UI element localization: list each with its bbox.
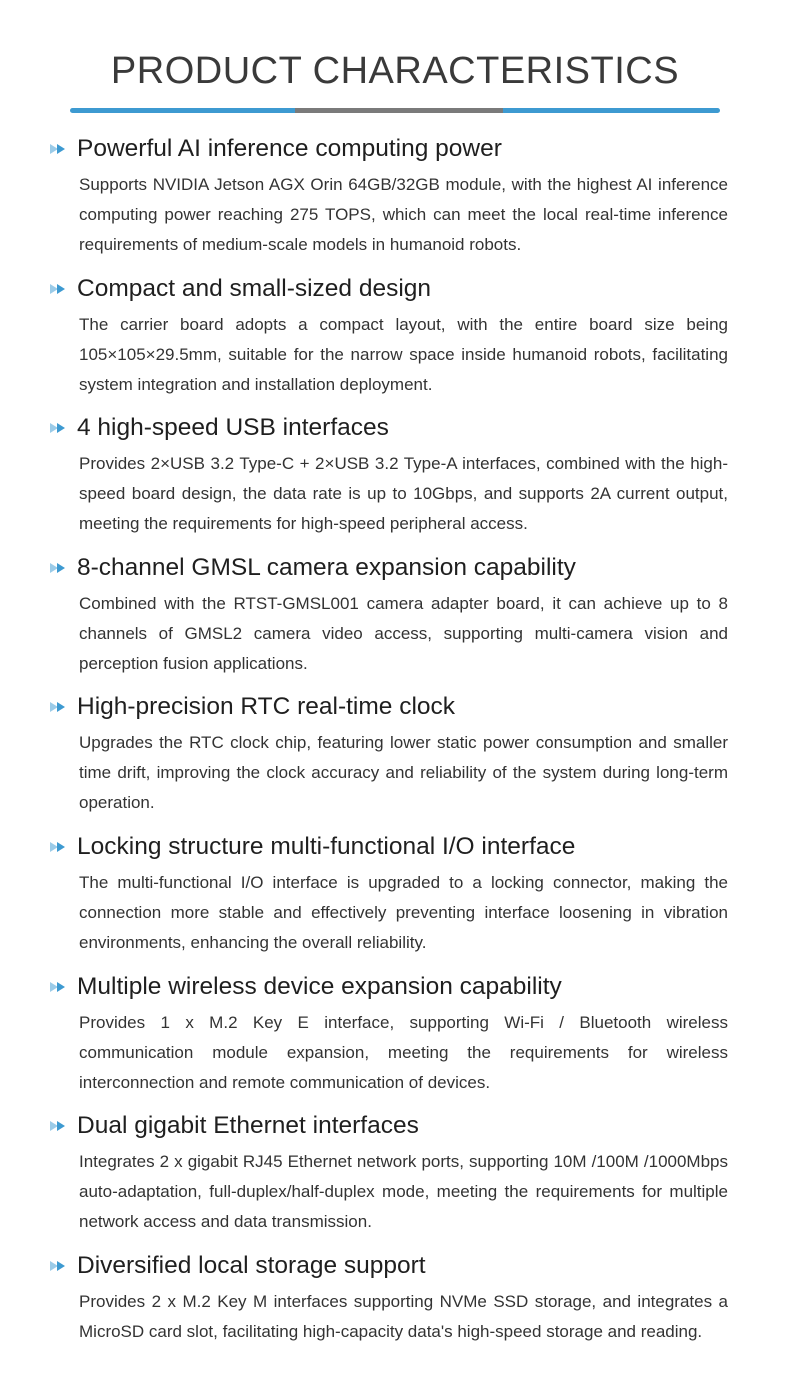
page-title: PRODUCT CHARACTERISTICS [110, 50, 680, 92]
feature-heading [48, 1249, 426, 1283]
double-triangle-arrow-icon [48, 421, 68, 435]
feature-item [0, 968, 790, 1108]
feature-item [0, 688, 790, 828]
feature-heading [48, 272, 431, 306]
feature-title: Locking structure multi-functional I/O interface [77, 832, 576, 860]
feature-item [0, 1107, 790, 1247]
feature-heading [48, 690, 455, 724]
feature-list [0, 130, 790, 1386]
feature-description: Provides 1 x M.2 Key E interface, supporting Wi-Fi / Bluetooth wireless communication module expansion, meeting the requirements for wireless interconnection and remote communication of devices. [79, 1012, 728, 1092]
feature-item [0, 130, 790, 270]
feature-heading [48, 132, 502, 166]
title-underline [70, 108, 720, 113]
double-triangle-arrow-icon [48, 282, 68, 296]
feature-title: 8-channel GMSL camera expansion capability [77, 553, 576, 581]
double-triangle-arrow-icon [48, 700, 68, 714]
feature-description: Provides 2×USB 3.2 Type-C + 2×USB 3.2 Type-A interfaces, combined with the high-speed board design, the data rate is up to 10Gbps, and supports 2A current output, meeting the requirements for high-speed peripheral access. [79, 454, 728, 534]
double-triangle-arrow-icon [48, 840, 68, 854]
feature-title: Compact and small-sized design [77, 274, 432, 302]
feature-title: Multiple wireless device expansion capability [77, 972, 562, 1000]
underline-gray-center [295, 108, 503, 113]
double-triangle-arrow-icon [48, 142, 68, 156]
underline-blue-left [70, 108, 295, 113]
feature-item [0, 1247, 790, 1386]
feature-description: Supports NVIDIA Jetson AGX Orin 64GB/32GB module, with the highest AI inference computing power reaching 275 TOPS, which can meet the local real-time inference requirements of medium-scale models in humanoid robots. [79, 175, 728, 254]
double-triangle-arrow-icon [48, 1119, 68, 1133]
feature-description: Integrates 2 x gigabit RJ45 Ethernet network ports, supporting 10M /100M /1000Mbps auto-adaptation, full-duplex/half-duplex mode, meeting the requirements for multiple network access and data transmission. [79, 1152, 728, 1232]
feature-description: Combined with the RTST-GMSL001 camera adapter board, it can achieve up to 8 channels of GMSL2 camera video access, supporting multi-camera vision and perception fusion applications. [79, 593, 728, 673]
feature-item [0, 828, 790, 968]
double-triangle-arrow-icon [48, 561, 68, 575]
feature-item [0, 409, 790, 549]
feature-heading [48, 411, 389, 445]
feature-item [0, 270, 790, 410]
feature-description: Provides 2 x M.2 Key M interfaces supporting NVMe SSD storage, and integrates a MicroSD card slot, facilitating high-capacity data's high-speed storage and reading. [79, 1291, 728, 1341]
double-triangle-arrow-icon [48, 980, 68, 994]
feature-heading [48, 970, 562, 1004]
feature-title: Dual gigabit Ethernet interfaces [77, 1112, 419, 1140]
feature-heading [48, 1109, 419, 1143]
feature-title: Powerful AI inference computing power [77, 135, 502, 162]
feature-title: High-precision RTC real-time clock [77, 693, 456, 721]
feature-title: Diversified local storage support [77, 1251, 426, 1279]
underline-blue-right [503, 108, 720, 113]
double-triangle-arrow-icon [48, 1259, 68, 1273]
feature-title: 4 high-speed USB interfaces [77, 414, 389, 442]
feature-heading [48, 551, 576, 585]
feature-item [0, 549, 790, 689]
feature-description: The carrier board adopts a compact layout, with the entire board size being 105×105×29.5mm, suitable for the narrow space inside humanoid robots, facilitating system integration and installation deployment. [79, 314, 728, 394]
feature-description: Upgrades the RTC clock chip, featuring lower static power consumption and smaller time drift, improving the clock accuracy and reliability of the system during long-term operation. [79, 733, 728, 813]
feature-description: The multi-functional I/O interface is upgraded to a locking connector, making the connection more stable and effectively preventing interface loosening in vibration environments, enhancing the overall reliability. [79, 872, 728, 952]
feature-heading [48, 830, 575, 864]
